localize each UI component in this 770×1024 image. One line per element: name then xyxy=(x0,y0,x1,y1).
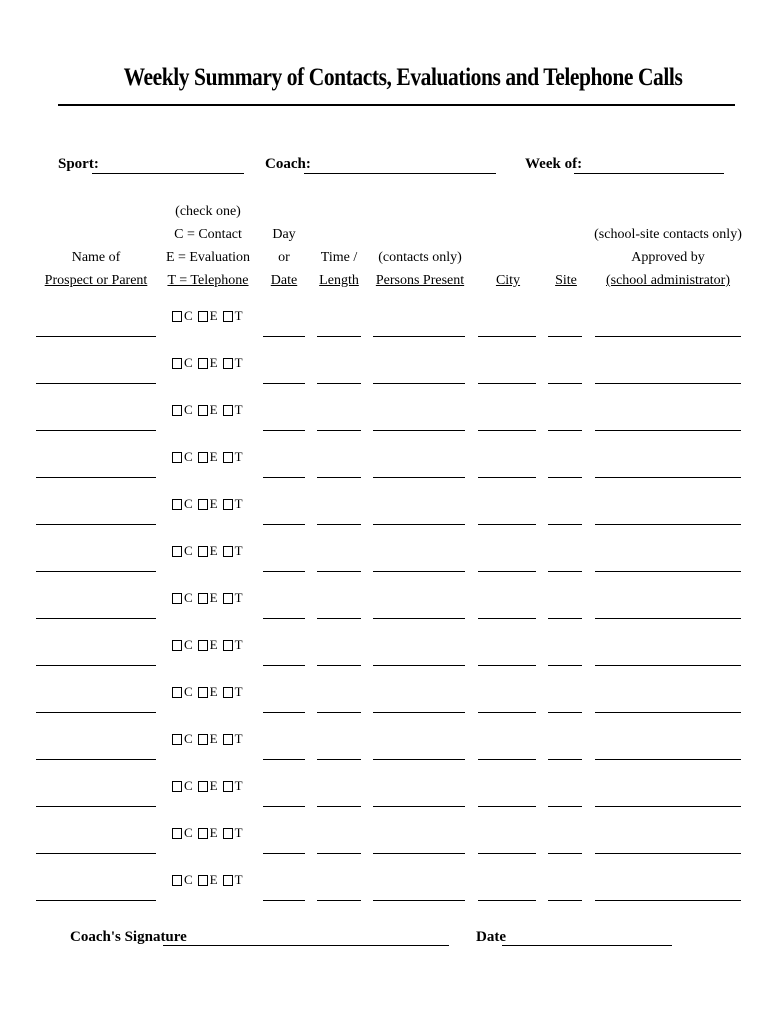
checkbox-2[interactable] xyxy=(223,593,233,604)
city-field[interactable] xyxy=(478,618,536,619)
col-city-label: City xyxy=(495,273,521,288)
checkbox-2[interactable] xyxy=(223,358,233,369)
form-title: Weekly Summary of Contacts, Evaluations and Telephone Calls xyxy=(123,64,683,91)
checkbox-0[interactable] xyxy=(172,546,182,557)
checkbox-label: E xyxy=(209,355,218,370)
checkbox-label: T xyxy=(234,402,243,417)
checkbox-0[interactable] xyxy=(172,687,182,698)
approved-field[interactable] xyxy=(595,336,741,337)
time-field[interactable] xyxy=(317,618,361,619)
table-row xyxy=(0,872,770,919)
checkbox-1[interactable] xyxy=(198,499,208,510)
checkbox-label: T xyxy=(234,355,243,370)
checkbox-label: E xyxy=(209,637,218,652)
checkbox-1[interactable] xyxy=(198,311,208,322)
site-field[interactable] xyxy=(548,336,582,337)
date-field[interactable] xyxy=(263,430,305,431)
time-field[interactable] xyxy=(317,900,361,901)
checkbox-1[interactable] xyxy=(198,781,208,792)
time-field[interactable] xyxy=(317,665,361,666)
date-label: Date xyxy=(476,929,506,945)
checkbox-label: T xyxy=(234,731,243,746)
site-field[interactable] xyxy=(548,853,582,854)
date-field[interactable] xyxy=(263,571,305,572)
time-field[interactable] xyxy=(317,477,361,478)
approved-field[interactable] xyxy=(595,759,741,760)
contact-type-checkboxes xyxy=(172,449,248,465)
table-row xyxy=(0,731,770,778)
checkbox-label: T xyxy=(234,496,243,511)
time-field[interactable] xyxy=(317,571,361,572)
approved-field[interactable] xyxy=(595,383,741,384)
col-type-line4: T = Telephone xyxy=(167,273,249,288)
col-site-header xyxy=(546,269,586,292)
city-field[interactable] xyxy=(478,571,536,572)
city-field[interactable] xyxy=(478,853,536,854)
checkbox-label: E xyxy=(209,402,218,417)
persons-field[interactable] xyxy=(373,383,465,384)
date-field[interactable] xyxy=(263,477,305,478)
site-field[interactable] xyxy=(548,383,582,384)
checkbox-2[interactable] xyxy=(223,875,233,886)
city-field[interactable] xyxy=(478,900,536,901)
checkbox-label: C xyxy=(184,402,193,417)
name-field[interactable] xyxy=(36,712,156,713)
date-field[interactable] xyxy=(263,900,305,901)
approved-field[interactable] xyxy=(595,712,741,713)
persons-field[interactable] xyxy=(373,759,465,760)
name-field[interactable] xyxy=(36,571,156,572)
col-site-label: Site xyxy=(555,273,577,288)
checkbox-label: C xyxy=(184,825,193,840)
checkbox-1[interactable] xyxy=(198,640,208,651)
persons-field[interactable] xyxy=(373,900,465,901)
name-field[interactable] xyxy=(36,618,156,619)
name-field[interactable] xyxy=(36,336,156,337)
approved-field[interactable] xyxy=(595,853,741,854)
city-field[interactable] xyxy=(478,524,536,525)
checkbox-0[interactable] xyxy=(172,734,182,745)
contact-type-checkboxes xyxy=(172,637,248,653)
col-approved-line1: (school-site contacts only) xyxy=(594,227,742,242)
site-field[interactable] xyxy=(548,618,582,619)
contact-type-checkboxes xyxy=(172,778,248,794)
date-field[interactable] xyxy=(263,806,305,807)
table-row xyxy=(0,496,770,543)
table-row xyxy=(0,825,770,872)
checkbox-label: C xyxy=(184,449,193,464)
approved-field[interactable] xyxy=(595,524,741,525)
col-approved-header xyxy=(594,223,742,292)
checkbox-label: C xyxy=(184,637,193,652)
checkbox-1[interactable] xyxy=(198,452,208,463)
date-field[interactable] xyxy=(263,853,305,854)
checkbox-label: E xyxy=(209,825,218,840)
name-field[interactable] xyxy=(36,665,156,666)
checkbox-label: E xyxy=(209,496,218,511)
coach-label: Coach: xyxy=(265,156,311,172)
checkbox-label: C xyxy=(184,308,193,323)
checkbox-label: E xyxy=(209,684,218,699)
table-row xyxy=(0,402,770,449)
contact-type-checkboxes xyxy=(172,402,248,418)
contact-type-checkboxes xyxy=(172,825,248,841)
name-field[interactable] xyxy=(36,900,156,901)
week-label: Week of: xyxy=(525,156,583,172)
contact-type-checkboxes xyxy=(172,308,248,324)
checkbox-label: E xyxy=(209,731,218,746)
site-field[interactable] xyxy=(548,430,582,431)
site-field[interactable] xyxy=(548,806,582,807)
checkbox-2[interactable] xyxy=(223,828,233,839)
checkbox-label: C xyxy=(184,684,193,699)
name-field[interactable] xyxy=(36,524,156,525)
city-field[interactable] xyxy=(478,806,536,807)
checkbox-2[interactable] xyxy=(223,781,233,792)
table-row xyxy=(0,590,770,637)
checkbox-label: T xyxy=(234,778,243,793)
site-field[interactable] xyxy=(548,571,582,572)
checkbox-0[interactable] xyxy=(172,452,182,463)
checkbox-0[interactable] xyxy=(172,593,182,604)
checkbox-2[interactable] xyxy=(223,452,233,463)
table-row xyxy=(0,543,770,590)
col-date-line1: Day xyxy=(272,227,296,242)
approved-field[interactable] xyxy=(595,477,741,478)
city-field[interactable] xyxy=(478,665,536,666)
col-type-line2: C = Contact xyxy=(174,227,242,242)
site-field[interactable] xyxy=(548,712,582,713)
col-approved-line3: (school administrator) xyxy=(605,273,731,288)
checkbox-label: E xyxy=(209,778,218,793)
checkbox-1[interactable] xyxy=(198,687,208,698)
checkbox-label: C xyxy=(184,590,193,605)
date-field[interactable] xyxy=(263,524,305,525)
checkbox-0[interactable] xyxy=(172,405,182,416)
checkbox-label: E xyxy=(209,308,218,323)
col-time-header xyxy=(314,246,364,292)
approved-field[interactable] xyxy=(595,571,741,572)
contact-type-checkboxes xyxy=(172,684,248,700)
signature-field[interactable] xyxy=(163,945,449,946)
sport-label: Sport: xyxy=(58,156,99,172)
persons-field[interactable] xyxy=(373,853,465,854)
time-field[interactable] xyxy=(317,806,361,807)
checkbox-label: C xyxy=(184,355,193,370)
checkbox-1[interactable] xyxy=(198,593,208,604)
date-field[interactable] xyxy=(263,336,305,337)
col-name-line2: Prospect or Parent xyxy=(44,273,148,288)
persons-field[interactable] xyxy=(373,712,465,713)
checkbox-2[interactable] xyxy=(223,734,233,745)
contact-type-checkboxes xyxy=(172,543,248,559)
col-date-line2: or xyxy=(278,250,290,265)
col-name-line1: Name of xyxy=(71,250,121,265)
contact-type-checkboxes xyxy=(172,590,248,606)
checkbox-0[interactable] xyxy=(172,875,182,886)
checkbox-label: T xyxy=(234,590,243,605)
signature-label: Coach's Signature xyxy=(70,929,187,945)
persons-field[interactable] xyxy=(373,430,465,431)
table-row xyxy=(0,308,770,355)
persons-field[interactable] xyxy=(373,524,465,525)
checkbox-label: T xyxy=(234,872,243,887)
checkbox-1[interactable] xyxy=(198,358,208,369)
col-date-line3: Date xyxy=(270,273,298,288)
time-field[interactable] xyxy=(317,383,361,384)
checkbox-2[interactable] xyxy=(223,546,233,557)
contact-type-checkboxes xyxy=(172,355,248,371)
contact-type-checkboxes xyxy=(172,872,248,888)
site-field[interactable] xyxy=(548,477,582,478)
col-time-line1: Time / xyxy=(320,250,358,265)
checkbox-label: E xyxy=(209,590,218,605)
name-field[interactable] xyxy=(36,806,156,807)
approved-field[interactable] xyxy=(595,665,741,666)
checkbox-label: E xyxy=(209,543,218,558)
col-type-line3: E = Evaluation xyxy=(165,250,251,265)
checkbox-2[interactable] xyxy=(223,687,233,698)
table-row xyxy=(0,355,770,402)
approved-field[interactable] xyxy=(595,430,741,431)
col-time-line2: Length xyxy=(319,273,359,288)
checkbox-2[interactable] xyxy=(223,311,233,322)
time-field[interactable] xyxy=(317,759,361,760)
date-field[interactable] xyxy=(263,712,305,713)
checkbox-1[interactable] xyxy=(198,828,208,839)
checkbox-1[interactable] xyxy=(198,875,208,886)
table-row xyxy=(0,637,770,684)
checkbox-label: T xyxy=(234,449,243,464)
col-city-header xyxy=(480,269,536,292)
col-date-header xyxy=(262,223,306,292)
persons-field[interactable] xyxy=(373,618,465,619)
site-field[interactable] xyxy=(548,665,582,666)
approved-field[interactable] xyxy=(595,900,741,901)
city-field[interactable] xyxy=(478,383,536,384)
checkbox-1[interactable] xyxy=(198,405,208,416)
date-field[interactable] xyxy=(263,618,305,619)
persons-field[interactable] xyxy=(373,477,465,478)
name-field[interactable] xyxy=(36,477,156,478)
sport-field[interactable] xyxy=(92,173,244,174)
checkbox-2[interactable] xyxy=(223,405,233,416)
checkbox-label: T xyxy=(234,543,243,558)
col-persons-line2: Persons Present xyxy=(375,273,465,288)
checkbox-1[interactable] xyxy=(198,546,208,557)
col-persons-header xyxy=(368,246,472,292)
time-field[interactable] xyxy=(317,336,361,337)
city-field[interactable] xyxy=(478,430,536,431)
city-field[interactable] xyxy=(478,759,536,760)
table-row xyxy=(0,778,770,825)
persons-field[interactable] xyxy=(373,806,465,807)
checkbox-0[interactable] xyxy=(172,781,182,792)
checkbox-label: T xyxy=(234,825,243,840)
checkbox-label: C xyxy=(184,731,193,746)
site-field[interactable] xyxy=(548,759,582,760)
title-rule xyxy=(58,104,735,106)
checkbox-0[interactable] xyxy=(172,499,182,510)
checkbox-label: T xyxy=(234,684,243,699)
checkbox-0[interactable] xyxy=(172,640,182,651)
checkbox-1[interactable] xyxy=(198,734,208,745)
name-field[interactable] xyxy=(36,853,156,854)
table-row xyxy=(0,684,770,731)
table-row xyxy=(0,449,770,496)
checkbox-0[interactable] xyxy=(172,311,182,322)
date-field[interactable] xyxy=(263,665,305,666)
date-field[interactable] xyxy=(263,759,305,760)
time-field[interactable] xyxy=(317,712,361,713)
approved-field[interactable] xyxy=(595,618,741,619)
time-field[interactable] xyxy=(317,853,361,854)
contact-type-checkboxes xyxy=(172,496,248,512)
name-field[interactable] xyxy=(36,759,156,760)
city-field[interactable] xyxy=(478,477,536,478)
checkbox-label: C xyxy=(184,543,193,558)
col-persons-line1: (contacts only) xyxy=(378,250,462,265)
city-field[interactable] xyxy=(478,712,536,713)
city-field[interactable] xyxy=(478,336,536,337)
checkbox-0[interactable] xyxy=(172,358,182,369)
checkbox-label: C xyxy=(184,778,193,793)
persons-field[interactable] xyxy=(373,336,465,337)
site-field[interactable] xyxy=(548,524,582,525)
persons-field[interactable] xyxy=(373,665,465,666)
checkbox-0[interactable] xyxy=(172,828,182,839)
name-field[interactable] xyxy=(36,383,156,384)
checkbox-label: T xyxy=(234,308,243,323)
site-field[interactable] xyxy=(548,900,582,901)
week-field[interactable] xyxy=(574,173,724,174)
col-name-header xyxy=(40,246,152,292)
checkbox-label: C xyxy=(184,872,193,887)
col-approved-line2: Approved by xyxy=(631,250,705,265)
checkbox-label: T xyxy=(234,637,243,652)
name-field[interactable] xyxy=(36,430,156,431)
col-type-header xyxy=(160,200,256,292)
checkbox-2[interactable] xyxy=(223,499,233,510)
checkbox-label: E xyxy=(209,449,218,464)
approved-field[interactable] xyxy=(595,806,741,807)
coach-field[interactable] xyxy=(304,173,496,174)
col-type-line1: (check one) xyxy=(175,204,241,219)
checkbox-2[interactable] xyxy=(223,640,233,651)
time-field[interactable] xyxy=(317,524,361,525)
date-field[interactable] xyxy=(502,945,672,946)
checkbox-label: E xyxy=(209,872,218,887)
date-field[interactable] xyxy=(263,383,305,384)
contact-type-checkboxes xyxy=(172,731,248,747)
checkbox-label: C xyxy=(184,496,193,511)
persons-field[interactable] xyxy=(373,571,465,572)
time-field[interactable] xyxy=(317,430,361,431)
